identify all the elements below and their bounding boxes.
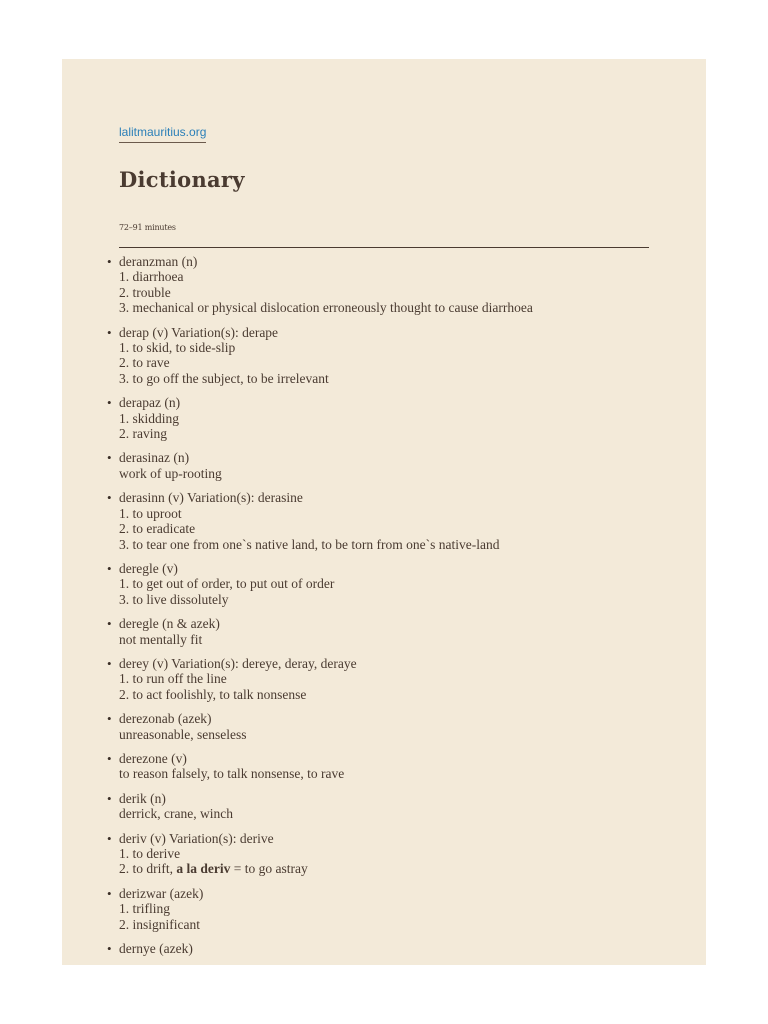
dictionary-entry [119,325,689,387]
entry-headword: • derey (v) Variation(s): dereye, deray, deraye [119,655,357,671]
entry-definition: derrick, crane, winch [119,806,233,822]
entry-headword: • derapaz (n) [119,395,181,411]
entry-definition: 2. to rave [119,355,170,371]
definition-phrase: a la deriv [176,861,231,877]
definition-text: = to go astray [230,861,308,877]
entry-headword: • deregle (n & azek) [119,616,220,632]
entry-headword: • derasinn (v) Variation(s): derasine [119,490,303,506]
page-title: Dictionary [119,167,245,192]
dictionary-entry [119,941,689,956]
entry-definition: 3. to live dissolutely [119,591,229,607]
entry-definition: 1. to uproot [119,505,182,521]
dictionary-entry [119,450,689,481]
entry-headword: • deregle (v) [119,560,178,576]
definition-text: 2. to drift, [119,861,177,877]
entry-definition: 2. raving [119,426,167,442]
dictionary-entries [119,254,689,965]
entry-headword: • deranzman (n) [119,254,198,269]
entry-definition: 3. mechanical or physical dislocation erroneously thought to cause diarrhoea [119,300,533,316]
entry-definition: 1. to skid, to side-slip [119,340,236,356]
entry-headword: • derik (n) [119,790,166,806]
entry-definition: 1. skidding [119,410,180,426]
entry-definition: 1. diarrhoea [119,269,184,285]
dictionary-entry [119,254,689,316]
entry-definition: 1. trifling [119,901,170,917]
entry-definition: 2. to act foolishly, to talk nonsense [119,686,307,702]
entry-definition: 3. to go off the subject, to be irrelevant [119,370,329,386]
entry-definition: unreasonable, senseless [119,726,247,742]
entry-definition: not mentally fit [119,631,203,647]
entry-definition: 2. to eradicate [119,521,196,537]
entry-definition: work of up-rooting [119,465,222,481]
entry-headword: • derasinaz (n) [119,450,190,466]
entry-definition: to reason falsely, to talk nonsense, to rave [119,766,345,782]
divider [119,247,649,248]
entry-headword: • derizwar (azek) [119,885,204,901]
entry-headword: • deriv (v) Variation(s): derive [119,830,274,846]
entry-definition: 3. to tear one from one`s native land, to be torn from one`s native-land [119,536,500,552]
entry-headword: • derezone (v) [119,750,187,766]
dictionary-entry [119,831,689,877]
entry-headword: • dernye (azek) [119,941,193,957]
dictionary-entry [119,561,689,607]
dictionary-entry [119,656,689,702]
dictionary-entry [119,751,689,782]
dictionary-entry [119,395,689,441]
reading-time: 72–91 minutes [119,223,176,232]
site-link[interactable]: lalitmauritius.org [119,125,206,143]
entry-headword: • derezonab (azek) [119,711,212,727]
entry-definition: 2. insignificant [119,916,200,932]
entry-definition: 1. to get out of order, to put out of order [119,576,335,592]
dictionary-entry [119,711,689,742]
reader-page [62,59,706,965]
entry-definition: 1. to derive [119,846,181,861]
dictionary-entry [119,791,689,822]
dictionary-entry [119,616,689,647]
entry-headword: • derap (v) Variation(s): derape [119,324,279,340]
entry-definition [119,861,689,876]
entry-definition: 2. trouble [119,284,171,300]
entry-definition: 1. to run off the line [119,671,227,687]
dictionary-entry [119,490,689,552]
dictionary-entry [119,886,689,932]
